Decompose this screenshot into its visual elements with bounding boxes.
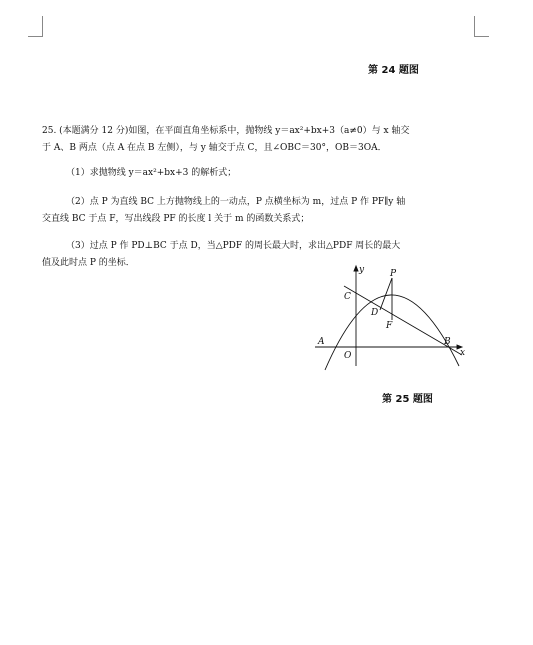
parabola-figure	[310, 262, 470, 372]
label-c: C	[344, 292, 351, 302]
label-x: x	[460, 348, 466, 358]
previous-figure-caption: 第 24 题图	[368, 65, 419, 76]
crop-mark-left	[28, 16, 43, 37]
crop-mark-right	[474, 16, 489, 37]
question-part3-line2: 值及此时点 P 的坐标．	[42, 258, 135, 268]
figure-caption: 第 25 题图	[382, 394, 433, 405]
question-part2-line1: （2）点 P 为直线 BC 上方抛物线上的一动点，P 点横坐标为 m，过点 P 作 PF∥y 轴	[66, 197, 406, 207]
label-a: A	[318, 337, 325, 347]
label-o: O	[344, 351, 352, 361]
label-b: B	[444, 337, 451, 347]
segment-pd	[380, 278, 392, 310]
label-p: P	[390, 269, 397, 279]
label-d: D	[371, 308, 379, 318]
label-f: F	[386, 321, 393, 331]
question-text-line2: 于 A、B 两点（点 A 在点 B 左侧），与 y 轴交于点 C，且∠OBC＝30°，OB＝3OA．	[42, 143, 387, 153]
question-part1: （1）求抛物线 y＝ax²+bx+3 的解析式；	[66, 168, 237, 178]
question-part2-line2: 交直线 BC 于点 F，写出线段 PF 的长度 l 关于 m 的函数关系式；	[42, 214, 310, 224]
label-y: y	[359, 265, 365, 275]
question-part3-line1: （3）过点 P 作 PD⊥BC 于点 D，当△PDF 的周长最大时，求出△PDF 周长的最大	[66, 241, 401, 251]
question-header: 25. (本题满分 12 分)如图，在平面直角坐标系中，抛物线 y＝ax²+bx+3（a≠0）与 x 轴交	[42, 126, 410, 136]
y-axis-arrow	[354, 266, 358, 271]
